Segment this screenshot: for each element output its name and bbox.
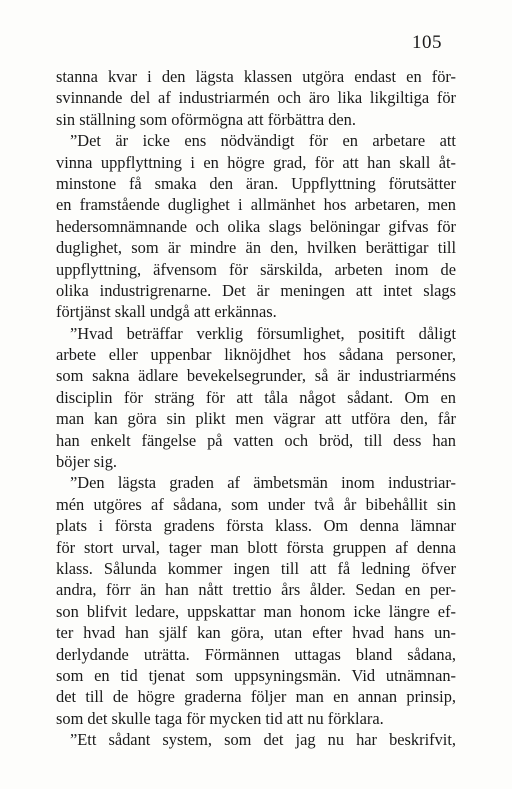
text-line: derlydande uträtta. Förmännen uttagas bland sådana, xyxy=(56,644,456,664)
text-line: böjer sig. xyxy=(56,452,118,472)
text-line: arbete eller uppenbar liknöjdhet hos sådana personer, xyxy=(56,345,456,365)
text-line: en framstående duglighet i allmänhet hos arbetaren, men xyxy=(56,195,456,215)
text-line: son blifvit ledare, uppskattar man honom icke längre ef- xyxy=(56,601,456,621)
text-line: vinna uppflyttning i en högre grad, för att han skall åt- xyxy=(56,152,456,172)
text-line: ”Den lägsta graden af ämbetsmän inom industriar- xyxy=(70,473,456,493)
text-line: plats i första gradens första klass. Om denna lämnar xyxy=(56,516,456,536)
text-line: klass. Sålunda kommer ingen till att få ledning öfver xyxy=(56,558,456,578)
text-line: olika industrigrenarne. Det är meningen att intet slags xyxy=(56,280,456,300)
text-line: uppflyttning, äfvensom för särskilda, arbeten inom de xyxy=(56,259,456,279)
text-line: han enkelt fängelse på vatten och bröd, till dess han xyxy=(56,430,456,450)
text-line: ”Ett sådant system, som det jag nu har beskrifvit, xyxy=(70,730,456,750)
text-line: minstone få smaka den äran. Uppflyttning förutsätter xyxy=(56,173,456,193)
text-line: svinnande del af industriarmén och äro lika likgiltiga för xyxy=(56,88,456,108)
text-line: mén utgöres af sådana, som under två år bibehållit sin xyxy=(56,494,456,514)
text-line: som en tid tjenat som uppsyningsmän. Vid utnämnan- xyxy=(56,665,456,685)
text-line: ”Hvad beträffar verklig försumlighet, positift dåligt xyxy=(70,323,456,343)
text-line: sin ställning som oförmögna att förbättra den. xyxy=(56,109,356,129)
text-line: man kan göra sin plikt men vägrar att utföra den, får xyxy=(56,409,456,429)
body-text xyxy=(56,66,456,751)
text-line: andra, förr än han nått trettio års ålder. Sedan en per- xyxy=(56,580,456,600)
text-line: ter hvad han själf kan göra, utan efter hvad hans un- xyxy=(56,623,456,643)
text-line: duglighet, som är mindre än den, hvilken berättigar till xyxy=(56,238,456,258)
text-line: som sakna ädlare bevekelsegrunder, så är industriarméns xyxy=(56,366,456,386)
text-line: för stort urval, tager man blott första gruppen af denna xyxy=(56,537,456,557)
text-line: det till de högre graderna följer man en annan prinsip, xyxy=(56,687,456,707)
page-number: 105 xyxy=(412,32,442,53)
text-line: som det skulle taga för mycken tid att nu förklara. xyxy=(56,708,384,728)
text-line: hedersomnämnande och olika slags belöningar gifvas för xyxy=(56,216,456,236)
text-line: stanna kvar i den lägsta klassen utgöra endast en för- xyxy=(56,67,456,86)
text-line: ”Det är icke ens nödvändigt för en arbetare att xyxy=(70,131,456,151)
text-line: disciplin för sträng för att tåla något sådant. Om en xyxy=(56,387,456,407)
text-line: förtjänst skall undgå att erkännas. xyxy=(56,302,277,322)
